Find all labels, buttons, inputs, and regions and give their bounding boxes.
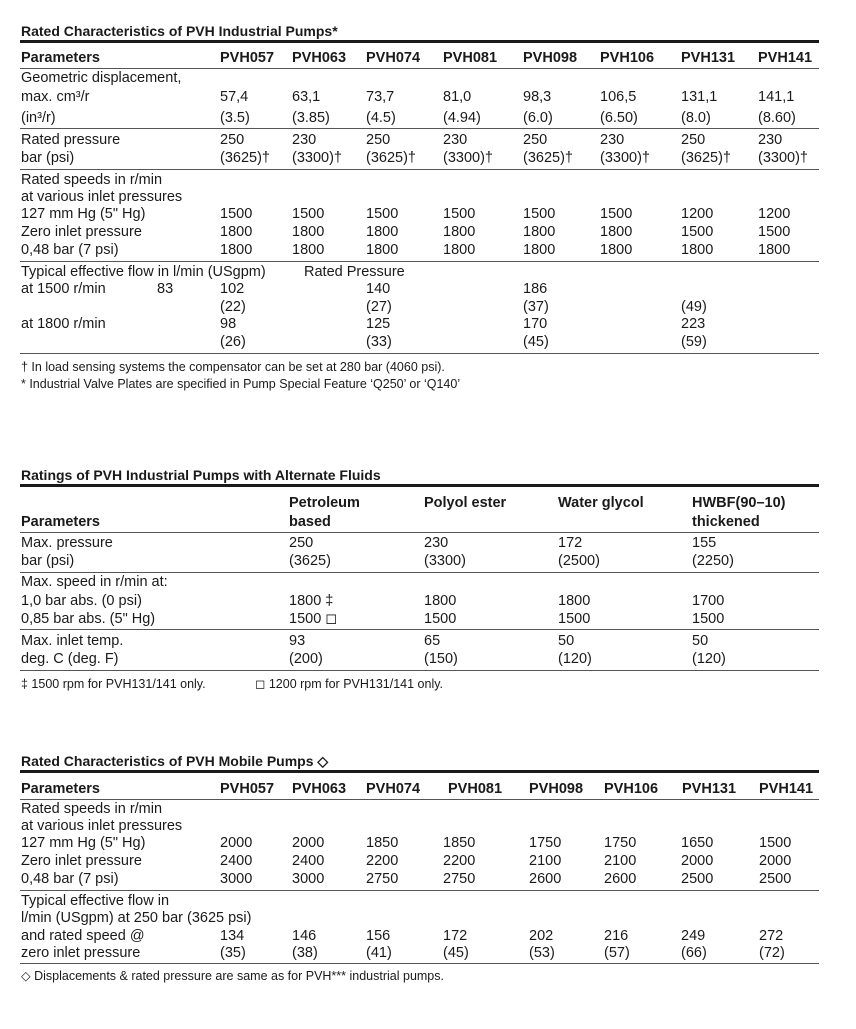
row-label: Typical effective flow in (21, 893, 170, 909)
model-header: PVH106 (604, 781, 659, 797)
cell-value: 2400 (292, 853, 325, 869)
cell-value: (3.5) (220, 110, 250, 126)
cell-value: 172 (558, 535, 583, 551)
model-header: PVH131 (681, 50, 736, 66)
cell-value: 223 (681, 316, 706, 332)
cell-value: 3000 (220, 871, 253, 887)
cell-value: 2500 (681, 871, 714, 887)
cell-value: (3.85) (292, 110, 330, 126)
row-label: l/min (USgpm) at 250 bar (3625 psi) (21, 910, 252, 926)
cell-value: (8.60) (758, 110, 796, 126)
cell-value: 2000 (681, 853, 714, 869)
row-rule (20, 890, 819, 891)
cell-value: 146 (292, 928, 317, 944)
cell-value: (66) (681, 945, 707, 961)
cell-value: (33) (366, 334, 392, 350)
cell-value: (8.0) (681, 110, 711, 126)
cell-value: (53) (529, 945, 555, 961)
cell-value: 1650 (681, 835, 714, 851)
cell-value: 2000 (292, 835, 325, 851)
cell-value: 140 (366, 281, 391, 297)
cell-value: 1500 (600, 206, 633, 222)
model-header: PVH131 (682, 781, 737, 797)
cell-value: 170 (523, 316, 548, 332)
cell-value: 134 (220, 928, 245, 944)
cell-value: 2200 (366, 853, 399, 869)
row-label: Typical effective flow in l/min (USgpm) (21, 264, 266, 280)
table-bottom-rule (20, 353, 819, 354)
cell-value: 125 (366, 316, 391, 332)
cell-value: 230 (600, 132, 625, 148)
row-label: Rated pressure (21, 132, 121, 148)
cell-value: (49) (681, 299, 707, 315)
cell-value: 1500 (759, 835, 792, 851)
cell-value: 2500 (759, 871, 792, 887)
row-label: 0,48 bar (7 psi) (21, 871, 119, 887)
model-header: PVH081 (443, 50, 498, 66)
footnote: ‡ 1500 rpm for PVH131/141 only. (21, 677, 206, 691)
cell-value: 249 (681, 928, 706, 944)
table-top-rule (20, 484, 819, 487)
cell-value: 1800 (220, 224, 253, 240)
cell-value: 1800 (523, 242, 556, 258)
row-label: Zero inlet pressure (21, 853, 142, 869)
cell-value: 230 (443, 132, 468, 148)
cell-value: 50 (558, 633, 575, 649)
cell-value: (4.94) (443, 110, 481, 126)
cell-value: 1500 (523, 206, 556, 222)
cell-value: 250 (289, 535, 314, 551)
cell-value: (120) (692, 651, 726, 667)
footnote: * Industrial Valve Plates are specified in Pump Special Feature ‘Q250’ or ‘Q140’ (21, 377, 461, 391)
cell-value: (35) (220, 945, 246, 961)
fluid-header: Water glycol (558, 495, 644, 511)
row-label: bar (psi) (21, 553, 75, 569)
table-title: Rated Characteristics of PVH Industrial Pumps* (21, 23, 338, 39)
model-header: PVH074 (366, 50, 421, 66)
row-label: Rated speeds in r/min (21, 172, 163, 188)
cell-value: 1200 (758, 206, 791, 222)
cell-value: 50 (692, 633, 709, 649)
cell-value: 1800 (558, 593, 591, 609)
cell-value: 272 (759, 928, 784, 944)
cell-value: 216 (604, 928, 629, 944)
row-label: deg. C (deg. F) (21, 651, 119, 667)
cell-value: (200) (289, 651, 323, 667)
cell-value: 156 (366, 928, 391, 944)
cell-value: 172 (443, 928, 468, 944)
cell-value: 2750 (366, 871, 399, 887)
row-rule (20, 261, 819, 262)
cell-value: (6.0) (523, 110, 553, 126)
row-label: Zero inlet pressure (21, 224, 142, 240)
footnote: † In load sensing systems the compensator can be set at 280 bar (4060 psi). (21, 360, 445, 374)
cell-value: 83 (157, 281, 174, 297)
cell-value: 1800 (600, 224, 633, 240)
cell-value: 1800 (443, 224, 476, 240)
row-label: at various inlet pressures (21, 189, 183, 205)
cell-value: (22) (220, 299, 246, 315)
cell-value: (59) (681, 334, 707, 350)
cell-value: (26) (220, 334, 246, 350)
cell-value: 131,1 (681, 89, 718, 105)
cell-value: 186 (523, 281, 548, 297)
row-label: 1,0 bar abs. (0 psi) (21, 593, 142, 609)
cell-value: 230 (758, 132, 783, 148)
fluid-header: based (289, 514, 331, 530)
cell-value: (3300)† (292, 150, 342, 166)
model-header: PVH141 (759, 781, 814, 797)
row-rule (20, 629, 819, 630)
table-bottom-rule (20, 963, 819, 964)
cell-value: 63,1 (292, 89, 321, 105)
model-header: PVH081 (448, 781, 503, 797)
cell-value: 106,5 (600, 89, 637, 105)
cell-value: 2750 (443, 871, 476, 887)
cell-value: 202 (529, 928, 554, 944)
row-label: 127 mm Hg (5" Hg) (21, 835, 146, 851)
cell-value: (41) (366, 945, 392, 961)
footnote: ◻ 1200 rpm for PVH131/141 only. (255, 677, 444, 691)
header-rule (20, 532, 819, 533)
cell-value: 141,1 (758, 89, 795, 105)
cell-value: (45) (523, 334, 549, 350)
row-label: at 1500 r/min (21, 281, 106, 297)
cell-value: (4.5) (366, 110, 396, 126)
cell-value: 2000 (759, 853, 792, 869)
cell-value: 2400 (220, 853, 253, 869)
table-title: Ratings of PVH Industrial Pumps with Alternate Fluids (21, 467, 381, 483)
cell-value: (150) (424, 651, 458, 667)
cell-value: (27) (366, 299, 392, 315)
model-header: PVH057 (220, 50, 275, 66)
cell-value: 250 (366, 132, 391, 148)
cell-value: 2000 (220, 835, 253, 851)
model-header: PVH063 (292, 50, 347, 66)
cell-value: 1800 (523, 224, 556, 240)
row-label: Rated Pressure (304, 264, 405, 280)
model-header: PVH074 (366, 781, 421, 797)
cell-value: (45) (443, 945, 469, 961)
cell-value: 1500 (220, 206, 253, 222)
header-rule (20, 799, 819, 800)
cell-value: (2250) (692, 553, 734, 569)
cell-value: 2600 (604, 871, 637, 887)
cell-value: (3625)† (681, 150, 731, 166)
model-header: PVH063 (292, 781, 347, 797)
model-header: PVH098 (529, 781, 584, 797)
cell-value: 250 (523, 132, 548, 148)
cell-value: 1700 (692, 593, 725, 609)
cell-value: (3625)† (366, 150, 416, 166)
row-label: (in³/r) (21, 110, 56, 126)
row-label: at 1800 r/min (21, 316, 106, 332)
cell-value: 230 (424, 535, 449, 551)
row-rule (20, 128, 819, 129)
cell-value: 93 (289, 633, 306, 649)
cell-value: (3625)† (220, 150, 270, 166)
cell-value: 1800 (758, 242, 791, 258)
cell-value: 1500 (681, 224, 714, 240)
row-label: at various inlet pressures (21, 818, 183, 834)
cell-value: 65 (424, 633, 441, 649)
cell-value: 73,7 (366, 89, 395, 105)
fluid-header: thickened (692, 514, 760, 530)
cell-value: 1800 (366, 242, 399, 258)
model-header: PVH057 (220, 781, 275, 797)
cell-value: 1800 (443, 242, 476, 258)
row-label: bar (psi) (21, 150, 75, 166)
cell-value: 1800 ‡ (289, 593, 334, 609)
column-header: Parameters (21, 514, 100, 530)
table-bottom-rule (20, 670, 819, 671)
row-label: Max. pressure (21, 535, 113, 551)
fluid-header: HWBF(90–10) (692, 495, 786, 511)
cell-value: (120) (558, 651, 592, 667)
cell-value: 1750 (529, 835, 562, 851)
cell-value: 98,3 (523, 89, 552, 105)
cell-value: 1800 (681, 242, 714, 258)
cell-value: 2100 (604, 853, 637, 869)
cell-value: 155 (692, 535, 717, 551)
cell-value: 1500 (758, 224, 791, 240)
row-label: Geometric displacement, (21, 70, 182, 86)
row-rule (20, 169, 819, 170)
row-label: 127 mm Hg (5" Hg) (21, 206, 146, 222)
cell-value: 1800 (292, 242, 325, 258)
cell-value: (3300)† (758, 150, 808, 166)
cell-value: 2100 (529, 853, 562, 869)
fluid-header: Polyol ester (424, 495, 507, 511)
cell-value: (3625) (289, 553, 331, 569)
cell-value: (38) (292, 945, 318, 961)
cell-value: (2500) (558, 553, 600, 569)
row-label: 0,85 bar abs. (5" Hg) (21, 611, 156, 627)
cell-value: 1800 (366, 224, 399, 240)
footnote: ◇ Displacements & rated pressure are same as for PVH*** industrial pumps. (21, 969, 444, 983)
cell-value: 230 (292, 132, 317, 148)
row-label: Max. speed in r/min at: (21, 574, 168, 590)
cell-value: 1850 (366, 835, 399, 851)
cell-value: (37) (523, 299, 549, 315)
row-rule (20, 572, 819, 573)
cell-value: 1500 ◻ (289, 611, 338, 627)
cell-value: (57) (604, 945, 630, 961)
cell-value: 1500 (366, 206, 399, 222)
row-label: Rated speeds in r/min (21, 801, 163, 817)
fluid-header: Petroleum (289, 495, 360, 511)
cell-value: 98 (220, 316, 237, 332)
cell-value: 1800 (424, 593, 457, 609)
row-label: Max. inlet temp. (21, 633, 124, 649)
table-title: Rated Characteristics of PVH Mobile Pumps ◇ (21, 753, 329, 769)
cell-value: 81,0 (443, 89, 472, 105)
row-label: 0,48 bar (7 psi) (21, 242, 119, 258)
column-header: Parameters (21, 781, 100, 797)
cell-value: 1500 (424, 611, 457, 627)
cell-value: 102 (220, 281, 245, 297)
row-label: max. cm³/r (21, 89, 90, 105)
model-header: PVH098 (523, 50, 578, 66)
cell-value: (3300)† (443, 150, 493, 166)
cell-value: 57,4 (220, 89, 249, 105)
row-label: and rated speed @ (21, 928, 145, 944)
column-header: Parameters (21, 50, 100, 66)
cell-value: (3300) (424, 553, 466, 569)
cell-value: 2600 (529, 871, 562, 887)
row-label: zero inlet pressure (21, 945, 141, 961)
cell-value: 1800 (292, 224, 325, 240)
cell-value: 1500 (292, 206, 325, 222)
cell-value: 1750 (604, 835, 637, 851)
table-top-rule (20, 40, 819, 43)
cell-value: 1200 (681, 206, 714, 222)
cell-value: 1800 (220, 242, 253, 258)
cell-value: 250 (220, 132, 245, 148)
cell-value: (3300)† (600, 150, 650, 166)
cell-value: 1500 (558, 611, 591, 627)
cell-value: 1800 (600, 242, 633, 258)
model-header: PVH106 (600, 50, 655, 66)
cell-value: 3000 (292, 871, 325, 887)
cell-value: 1500 (692, 611, 725, 627)
model-header: PVH141 (758, 50, 813, 66)
header-rule (20, 68, 819, 69)
cell-value: 2200 (443, 853, 476, 869)
cell-value: 1850 (443, 835, 476, 851)
cell-value: (3625)† (523, 150, 573, 166)
cell-value: 1500 (443, 206, 476, 222)
cell-value: 250 (681, 132, 706, 148)
table-top-rule (20, 770, 819, 773)
cell-value: (6.50) (600, 110, 638, 126)
cell-value: (72) (759, 945, 785, 961)
